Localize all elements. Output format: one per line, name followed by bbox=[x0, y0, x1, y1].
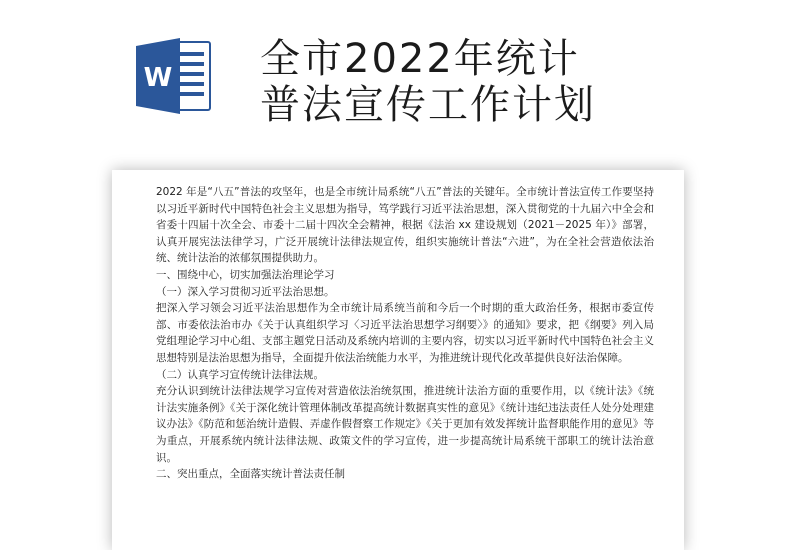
document-page bbox=[112, 170, 684, 550]
body-paragraph-2: 充分认识到统计法律法规学习宣传对营造依法治统氛围，推进统计法治方面的重要作用，以《统计法》《统计法实施条例》《关于深化统计管理体制改革提高统计数据真实性的意见》《统计违纪违法责任人处分处理建议办法》《防范和惩治统计造假、弄虚作假督察工作规定》《关于更加有效发挥统计监督职能作用的意见》等为重点，开展系统内统计法律法规、政策文件的学习宣传，进一步提高统计局系统干部职工的统计法治意识。 bbox=[156, 385, 654, 464]
intro-paragraph: 2022 年是“八五”普法的攻坚年，也是全市统计局系统“八五”普法的关键年。全市统计普法宣传工作要坚持以习近平新时代中国特色社会主义思想为指导，笃学践行习近平法治思想，深入贯彻党的十九届六中全会和省委十四届十次全会、市委十二届十四次全会精神，根据《法治 xx 建设规划（2021－2025 年）》部署，认真开展宪法法律学习，广泛开展统计法律法规宣传，组织实施统计普法“六进”，为在全社会营造依法治统、统计法治的浓郁氛围提供助力。 bbox=[156, 186, 654, 265]
word-icon-letter: W bbox=[143, 63, 173, 93]
page-title bbox=[260, 36, 780, 128]
subheading-2: （二）认真学习宣传统计法律法规。 bbox=[156, 368, 324, 381]
title-line-1: 全市2022年统计 bbox=[260, 36, 580, 82]
word-icon bbox=[136, 36, 212, 116]
document-body bbox=[156, 184, 654, 483]
section-heading-2: 二、突出重点，全面落实统计普法责任制 bbox=[156, 468, 345, 481]
subheading-1: （一）深入学习贯彻习近平法治思想。 bbox=[156, 285, 335, 298]
section-heading-1: 一、围绕中心，切实加强法治理论学习 bbox=[156, 268, 335, 281]
title-line-2: 普法宣传工作计划 bbox=[260, 82, 596, 128]
body-paragraph-1: 把深入学习领会习近平法治思想作为全市统计局系统当前和今后一个时期的重大政治任务，根据市委宣传部、市委依法治市办《关于认真组织学习〈习近平法治思想学习纲要〉》的通知》要求，把《纲要》列入局党组理论学习中心组、支部主题党日活动及系统内培训的主要内容，切实以习近平新时代中国特色社会主义思想特别是法治思想为指导，全面提升依法治统能力水平，为推进统计现代化改革提供良好法治保障。 bbox=[156, 302, 654, 364]
